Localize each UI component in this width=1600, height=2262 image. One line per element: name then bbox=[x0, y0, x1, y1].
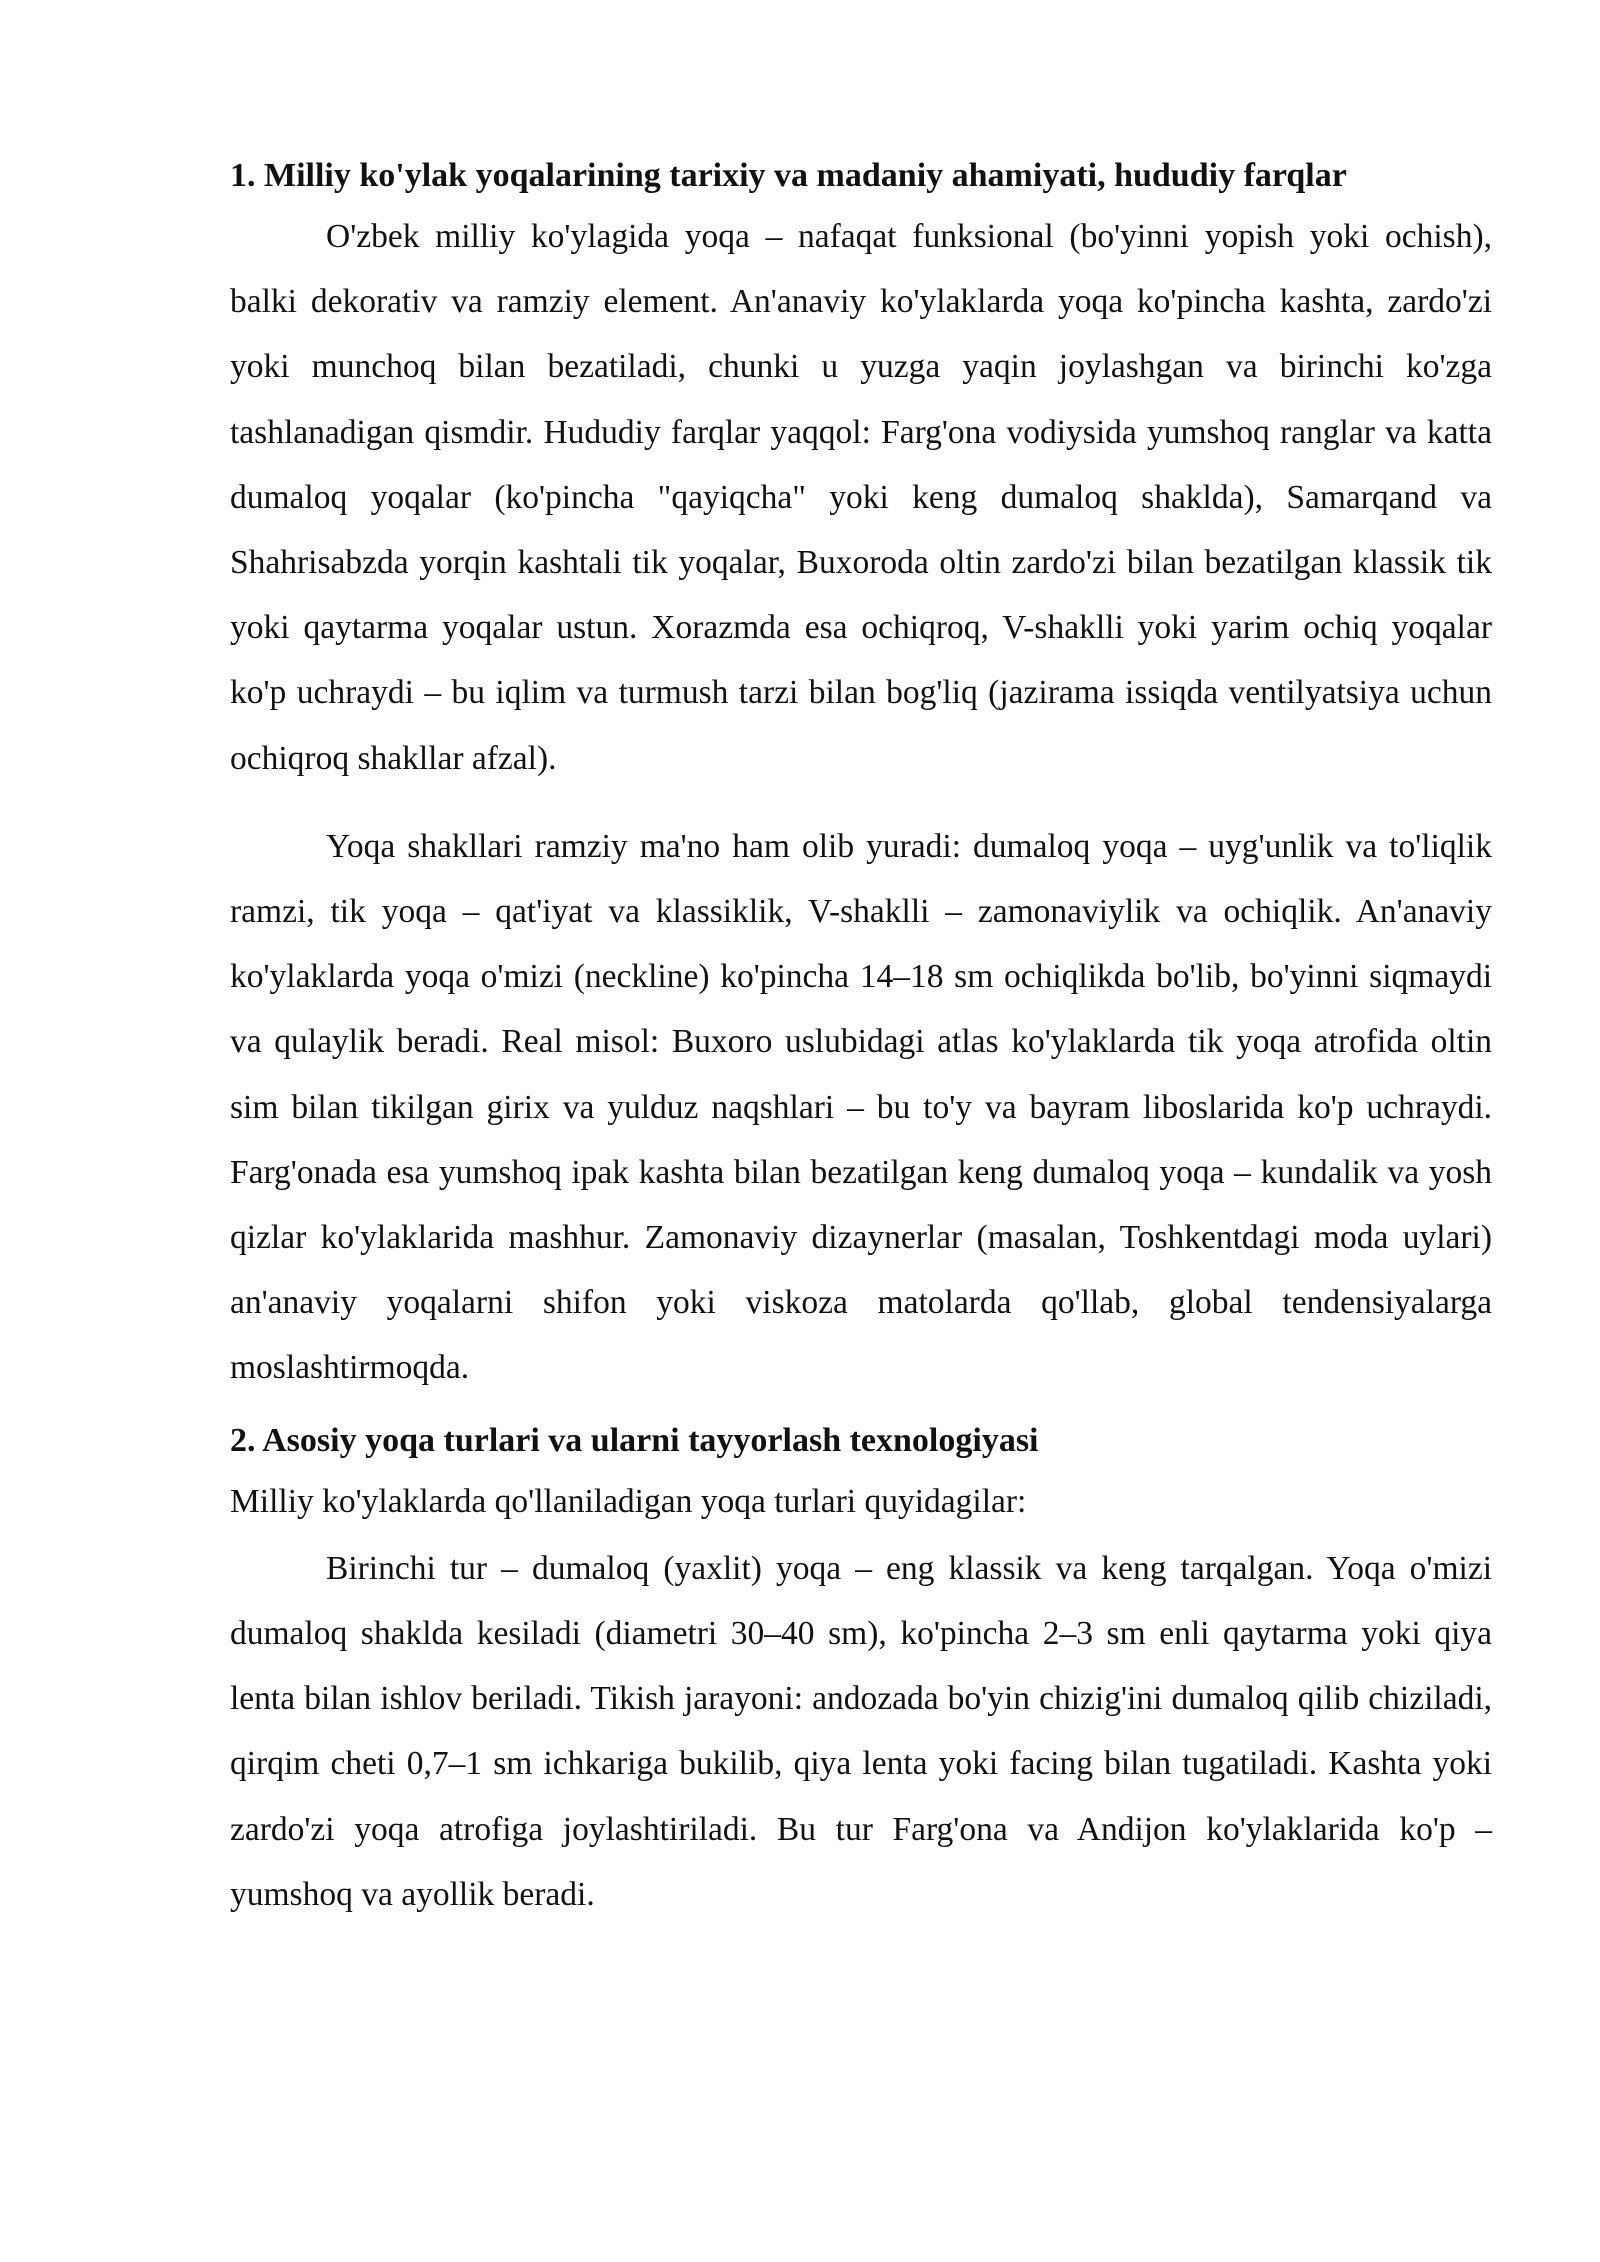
section-1-heading: 1. Milliy ko'ylak yoqalarining tarixiy va madaniy ahamiyati, hududiy farqlar bbox=[230, 157, 1347, 194]
section-2-heading: 2. Asosiy yoqa turlari va ularni tayyorlash texnologiyasi bbox=[230, 1421, 1039, 1459]
section-2-paragraph-1: Birinchi tur – dumaloq (yaxlit) yoqa – eng klassik va keng tarqalgan. Yoqa o'mizi dumaloq shaklda kesiladi (diametri 30–40 sm), ko'pincha 2–3 sm enli qaytarma yoki qiya lenta bilan ishlov beriladi. Tikish jarayoni: andozada bo'yin chizig'ini dumaloq qilib chiziladi, qirqim cheti 0,7–1 sm ichkariga bukilib, qiya lenta yoki facing bilan tugatiladi. Kashta yoki zardo'zi yoqa atrofiga joylashtiriladi. Bu tur Farg'ona va Andijon ko'ylaklarida ko'p – yumshoq va ayollik beradi. bbox=[230, 1549, 1492, 1913]
section-2-intro: Milliy ko'ylaklarda qo'llaniladigan yoqa turlari quyidagilar: bbox=[230, 1482, 1027, 1520]
document-page bbox=[230, 150, 1492, 1927]
section-1-paragraph-1: O'zbek milliy ko'ylagida yoqa – nafaqat funksional (bo'yinni yopish yoki ochish), balki dekorativ va ramziy element. An'anaviy ko'ylaklarda yoqa ko'pincha kashta, zardo'zi yoki munchoq bilan bezatiladi, chunki u yuzga yaqin joylashgan va birinchi ko'zga tashlanadigan qismdir. Hududiy farqlar yaqqol: Farg'ona vodiysida yumshoq ranglar va katta dumaloq yoqalar (ko'pincha "qayiqcha" yoki keng dumaloq shaklda), Samarqand va Shahrisabzda yorqin kashtali tik yoqalar, Buxoroda oltin zardo'zi bilan bezatilgan klassik tik yoki qaytarma yoqalar ustun. Xorazmda esa ochiqroq, V-shaklli yoki yarim ochiq yoqalar ko'p uchraydi – bu iqlim va turmush tarzi bilan bog'liq (jazirama issiqda ventilyatsiya uchun ochiqroq shakllar afzal). bbox=[230, 218, 1492, 777]
section-1-paragraph-2: Yoqa shakllari ramziy ma'no ham olib yuradi: dumaloq yoqa – uyg'unlik va to'liqlik ramzi, tik yoqa – qat'iyat va klassiklik, V-shaklli – zamonaviylik va ochiqlik. An'anaviy ko'ylaklarda yoqa o'mizi (neckline) ko'pincha 14–18 sm ochiqlikda bo'lib, bo'yinni siqmaydi va qulaylik beradi. Real misol: Buxoro uslubidagi atlas ko'ylaklarda tik yoqa atrofida oltin sim bilan tikilgan girix va yulduz naqshlari – bu to'y va bayram liboslarida ko'p uchraydi. Farg'onada esa yumshoq ipak kashta bilan bezatilgan keng dumaloq yoqa – kundalik va yosh qizlar ko'ylaklarida mashhur. Zamonaviy dizaynerlar (masalan, Toshkentdagi moda uylari) an'anaviy yoqalarni shifon yoki viskoza matolarda qo'llab, global tendensiyalarga moslashtirmoqda. bbox=[230, 827, 1492, 1387]
